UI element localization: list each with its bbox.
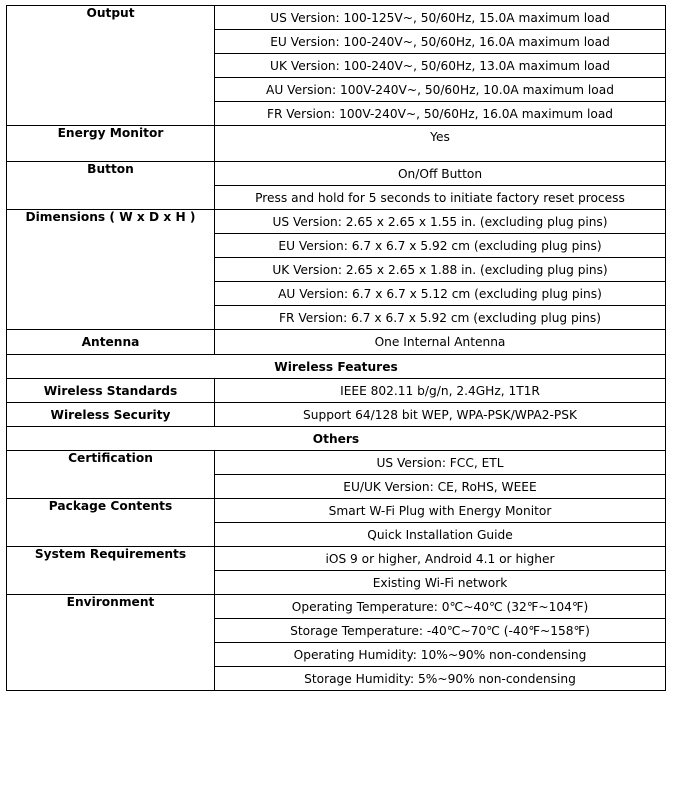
spec-value: Support 64/128 bit WEP, WPA-PSK/WPA2-PSK bbox=[215, 403, 666, 427]
spec-value: UK Version: 100-240V~, 50/60Hz, 13.0A maximum load bbox=[215, 54, 666, 78]
spec-value: EU Version: 100-240V~, 50/60Hz, 16.0A maximum load bbox=[215, 30, 666, 54]
row-label-wireless-security: Wireless Security bbox=[7, 403, 215, 427]
table-row bbox=[7, 6, 666, 30]
spec-value: Existing Wi-Fi network bbox=[215, 571, 666, 595]
spec-value: Quick Installation Guide bbox=[215, 523, 666, 547]
table-row bbox=[7, 499, 666, 523]
table-row bbox=[7, 379, 666, 403]
spec-value: Operating Temperature: 0℃~40℃ (32℉~104℉) bbox=[215, 595, 666, 619]
spec-value: US Version: 100-125V~, 50/60Hz, 15.0A maximum load bbox=[215, 6, 666, 30]
row-label-dimensions: Dimensions ( W x D x H ) bbox=[7, 210, 215, 330]
section-header-wireless-features: Wireless Features bbox=[7, 355, 666, 379]
row-label-system-requirements: System Requirements bbox=[7, 547, 215, 595]
spec-value: EU/UK Version: CE, RoHS, WEEE bbox=[215, 475, 666, 499]
spec-value: Storage Humidity: 5%~90% non-condensing bbox=[215, 667, 666, 691]
table-row bbox=[7, 210, 666, 234]
row-label-antenna: Antenna bbox=[7, 330, 215, 355]
spec-value: IEEE 802.11 b/g/n, 2.4GHz, 1T1R bbox=[215, 379, 666, 403]
spec-value: FR Version: 100V-240V~, 50/60Hz, 16.0A maximum load bbox=[215, 102, 666, 126]
table-row bbox=[7, 126, 666, 162]
spec-value: EU Version: 6.7 x 6.7 x 5.92 cm (excluding plug pins) bbox=[215, 234, 666, 258]
spec-value: Press and hold for 5 seconds to initiate factory reset process bbox=[215, 186, 666, 210]
spec-value: iOS 9 or higher, Android 4.1 or higher bbox=[215, 547, 666, 571]
table-row bbox=[7, 330, 666, 355]
table-row bbox=[7, 451, 666, 475]
row-label-environment: Environment bbox=[7, 595, 215, 691]
spec-value: One Internal Antenna bbox=[215, 330, 666, 355]
spec-value: US Version: 2.65 x 2.65 x 1.55 in. (excluding plug pins) bbox=[215, 210, 666, 234]
section-header-row bbox=[7, 355, 666, 379]
spec-value: AU Version: 6.7 x 6.7 x 5.12 cm (excluding plug pins) bbox=[215, 282, 666, 306]
spec-value: On/Off Button bbox=[215, 162, 666, 186]
spec-value: Operating Humidity: 10%~90% non-condensing bbox=[215, 643, 666, 667]
spec-value: US Version: FCC, ETL bbox=[215, 451, 666, 475]
row-label-certification: Certification bbox=[7, 451, 215, 499]
spec-table bbox=[6, 5, 666, 691]
spec-value: Yes bbox=[215, 126, 666, 162]
row-label-button: Button bbox=[7, 162, 215, 210]
spec-value: Smart W-Fi Plug with Energy Monitor bbox=[215, 499, 666, 523]
table-row bbox=[7, 595, 666, 619]
spec-value: Storage Temperature: -40℃~70℃ (-40℉~158℉) bbox=[215, 619, 666, 643]
row-label-output: Output bbox=[7, 6, 215, 126]
section-header-others: Others bbox=[7, 427, 666, 451]
row-label-package-contents: Package Contents bbox=[7, 499, 215, 547]
row-label-energy-monitor: Energy Monitor bbox=[7, 126, 215, 162]
section-header-row bbox=[7, 427, 666, 451]
table-row bbox=[7, 162, 666, 186]
spec-value: UK Version: 2.65 x 2.65 x 1.88 in. (excluding plug pins) bbox=[215, 258, 666, 282]
row-label-wireless-standards: Wireless Standards bbox=[7, 379, 215, 403]
table-row bbox=[7, 403, 666, 427]
table-row bbox=[7, 547, 666, 571]
spec-value: AU Version: 100V-240V~, 50/60Hz, 10.0A maximum load bbox=[215, 78, 666, 102]
spec-value: FR Version: 6.7 x 6.7 x 5.92 cm (excluding plug pins) bbox=[215, 306, 666, 330]
